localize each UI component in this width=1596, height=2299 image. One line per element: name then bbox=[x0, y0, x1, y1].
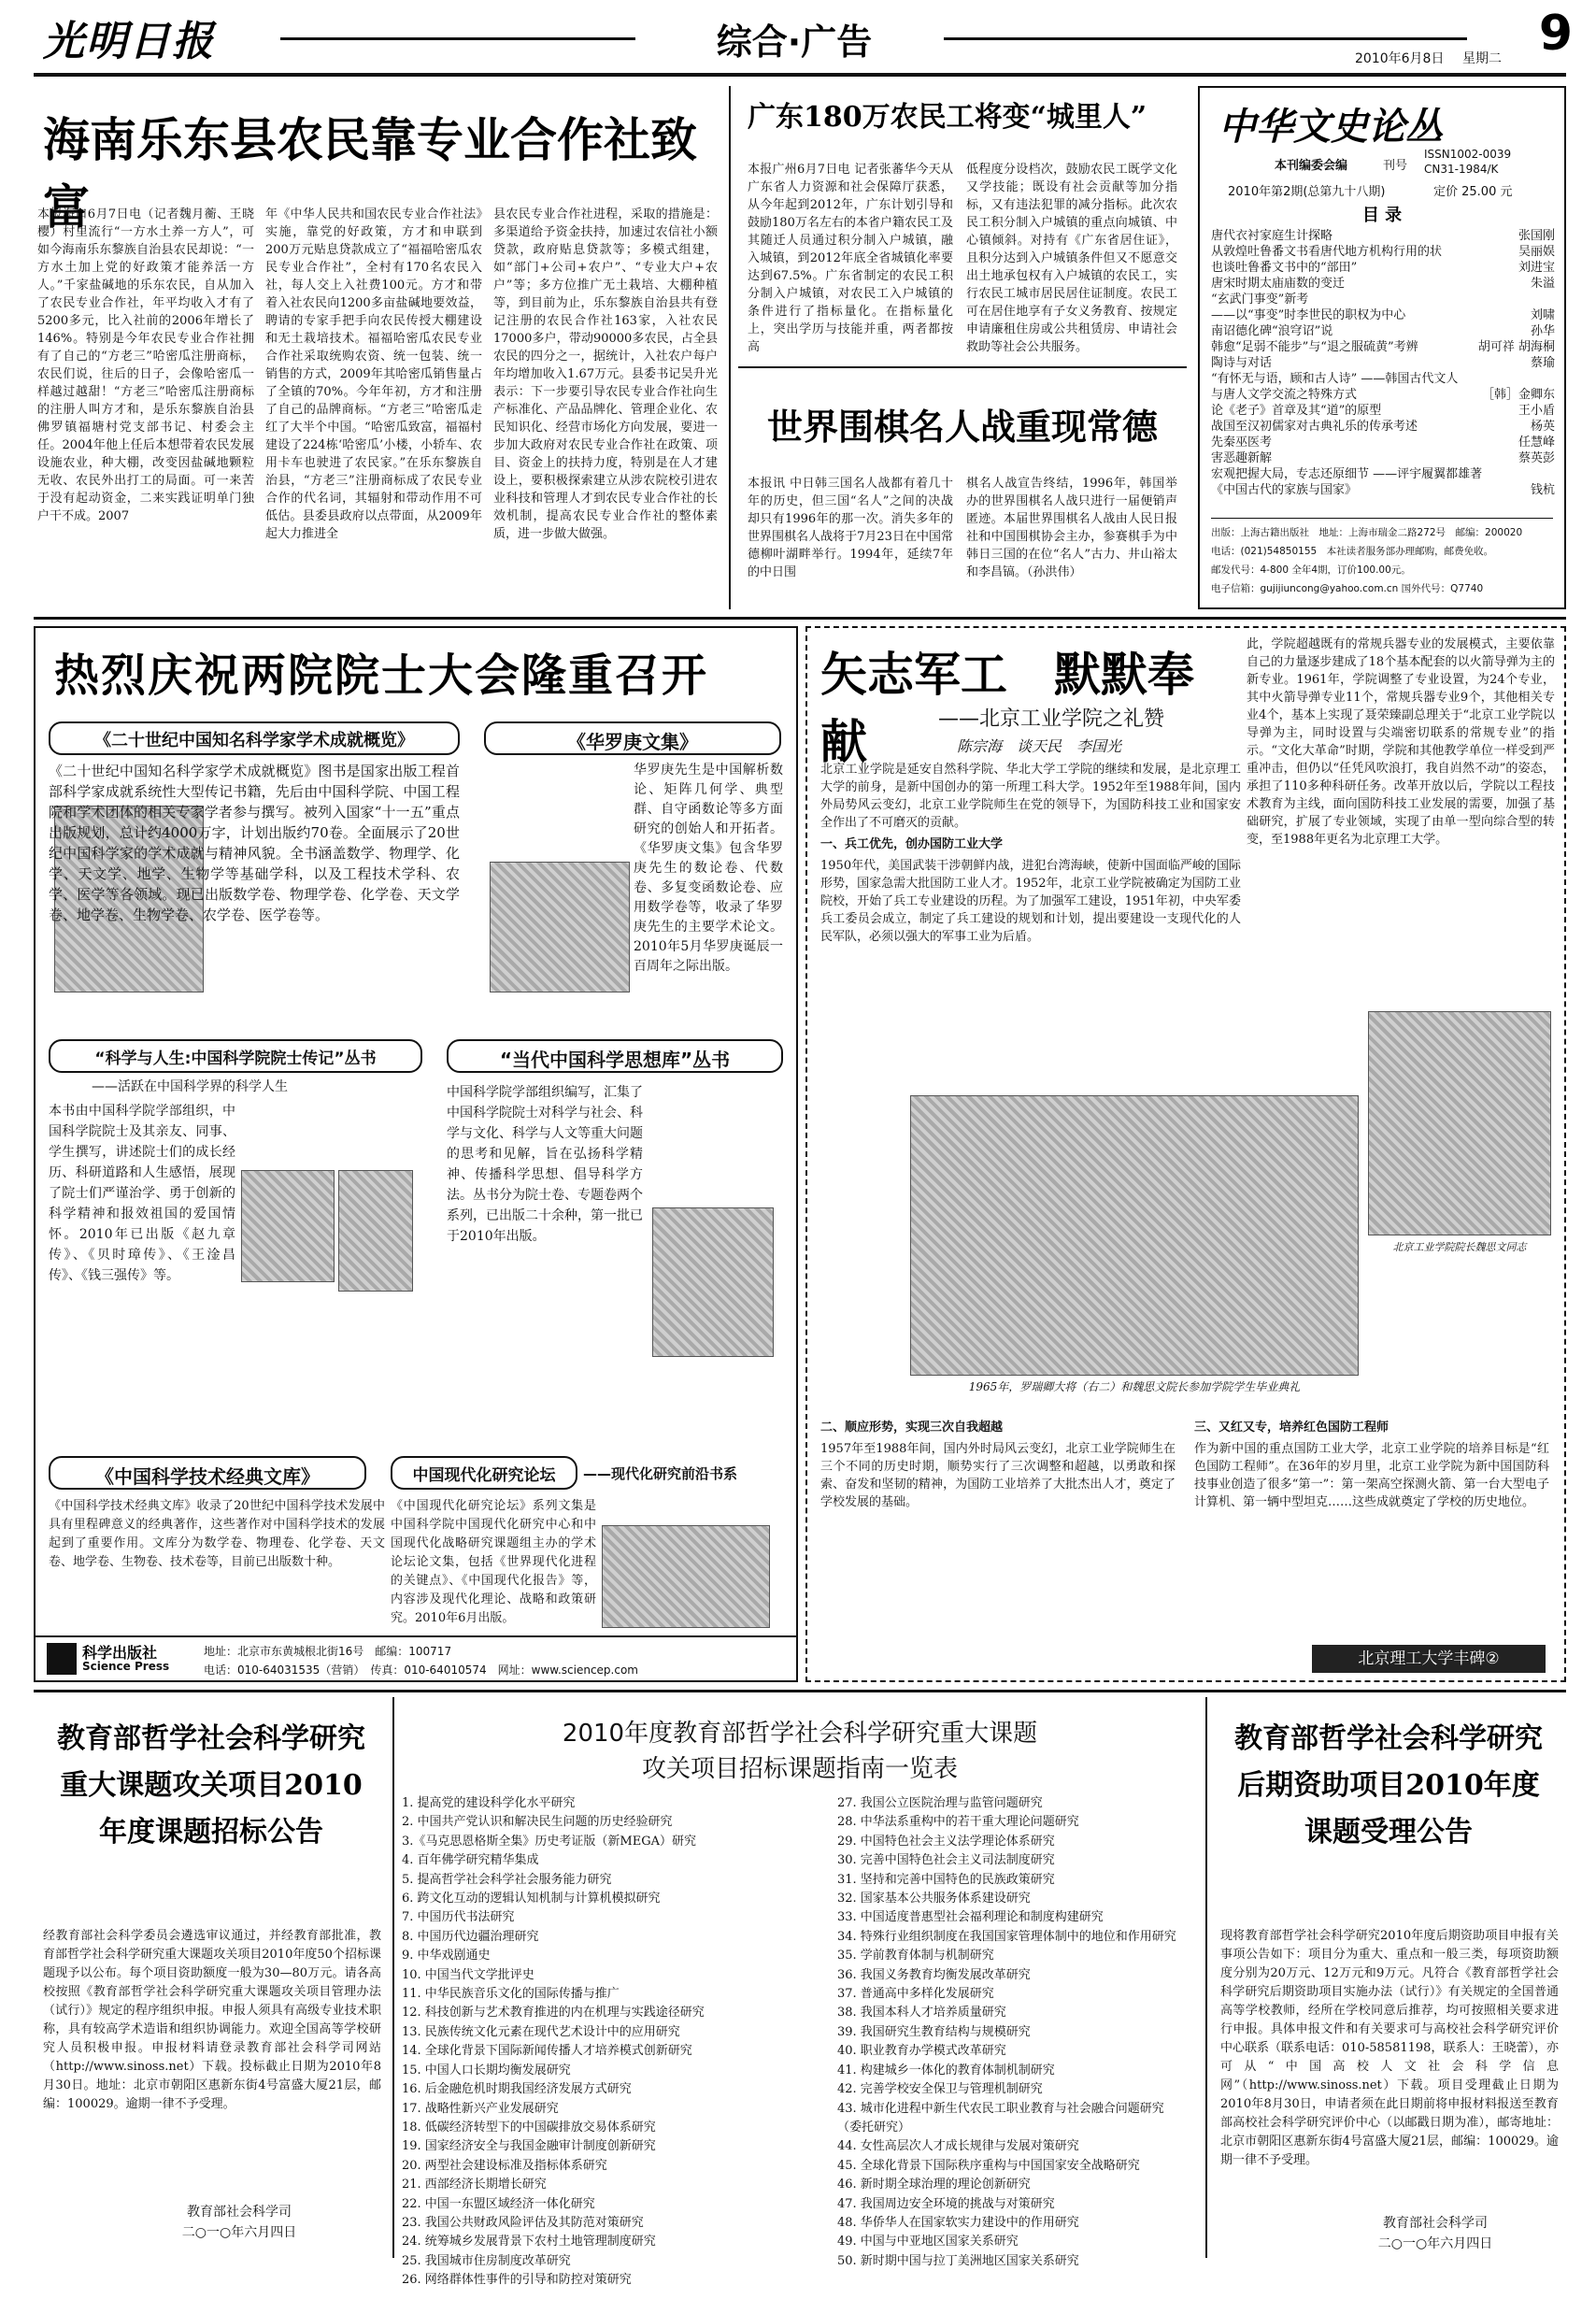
divider-h-a2 bbox=[738, 366, 1187, 368]
science-press-name: 科学出版社 bbox=[82, 1644, 158, 1662]
masthead-bottom-rule bbox=[34, 73, 1566, 77]
toc-row bbox=[1211, 323, 1555, 339]
notice-left-text: 经教育部社会科学委员会遴选审议通过，并经教育部批准，教育部哲学社会科学研究重大课题攻关项目2010年度50个招标课题现予以公布。每个项目资助额度一般为30—80万元。请各高校按照《教育部哲学社会科学研究重大课题攻关项目管理办法（试行）》规定的程序组织申报。申报人须具有高级专业技术职称，具有较高学术造诣和组织协调能力。欢迎全国高等学校研究人员积极申报。申报材料请登录教育部社会科学司网站（http://www.sinoss.net）下载。投标截止日期为2010年8月30日。地址：北京市朝阳区惠新东街4号富盛大厦21层，邮编：100029。逾期一律不予受理。 bbox=[43, 1929, 381, 2111]
guide-list-item: 6. 跨文化互动的逻辑认知机制与计算机模拟研究 bbox=[402, 1892, 661, 1906]
article-hainan-col1: 本报海口6月7日电（记者魏月蘅、王晓樱）村里流行“一方水土养一方人”，可如今海南乐东黎族自治县农民却说：“一方水土加上党的好政策才能养活一方人。”千家盐碱地的乐东农民，自从加入了农民专业合作社，年平均收入才有了5200多元，比入社前的2006年增长了146%。特别是今年农民专业合作社拥有了自己的“方老三”哈密瓜注册商标，农民们说，往后的日子，会像哈密瓜一样越过越甜！“方老三”哈密瓜注册商标的注册人叫方才和，是乐东黎族自治县佛罗镇福塘村党支部书记、村委会主任。2004年他上任后本想带着农民发展设施农业，种大棚，改变因盐碱地颗粒无收、农民外出打工的局面。可一来苦于没有起动资金，二来实践证明单门独户干不成。2007 bbox=[37, 207, 254, 523]
guide-list-item: 14. 全球化背景下国际新闻传播人才培养模式创新研究 bbox=[402, 2044, 692, 2059]
toc-title: 战国至汉初儒家对古典礼乐的传承考述 bbox=[1211, 420, 1418, 434]
journal-editor: 本刊编委会编 bbox=[1275, 159, 1348, 173]
book-text-4: 中国科学院学部组织编写，汇集了中国科学院院士对科学与社会、科学与文化、科学与人文等重大问题的思考和见解，旨在弘扬科学精神、传播科学思想、倡导科学方法。丛书分为院士卷、专题卷两个系列，已出版二十余种，第一批已于2010年出版。 bbox=[447, 1085, 643, 1244]
issue-weekday: 星期二 bbox=[1462, 51, 1502, 66]
toc-author: 蔡瑜 bbox=[1530, 356, 1555, 370]
toc-row bbox=[1211, 339, 1555, 355]
toc-row bbox=[1211, 276, 1555, 292]
article-guangdong-col1: 本报广州6月7日电 记者张蕃华今天从广东省人力资源和社会保障厅获悉，从今年起到2012年，广东计划引导和鼓励180万名左右的本省户籍农民工及其随迁人员通过积分制入户城镇，融入城镇，到2012年底全省城镇化率要达到67.5%。广东省制定的农民工积分制入户城镇，对农民工入户城镇的条件进行了指标量化。在指标量化上，突出学历与技能并重，两者都按高 bbox=[748, 163, 953, 354]
beijing-col-right: 此，学院超越既有的常规兵器专业的发展模式，主要依靠自己的力量逐步建成了18个基本配套的以火箭导弹为主的新专业。1961年，学院调整了专业设置，为24个专业，其中火箭导弹专业11个，常规兵器专业9个，其他相关专业4个，基本上实现了聂荣臻副总理关于“北京工业学院以导弹为主，同时设置与尖端密切联系的常规专业”的指示。“文化大革命”时期，学院和其他教学单位一样受到严重冲击，但仍以“任凭风吹浪打，我自岿然不动”的姿态，承担了110多种科研任务。改革开放以后，学院以工程技术教育为主线，面向国防科技工业发展的需要，加强了基础研究，扩展了专业领域，实现了由单一型向综合型的转变，至1988年更名为北京理工大学。 bbox=[1247, 637, 1555, 847]
science-press-en: Science Press bbox=[82, 1660, 170, 1673]
book-title-5: 《中国科学技术经典文库》 bbox=[49, 1456, 366, 1490]
guide-list-item: 24. 统筹城乡发展背景下农村土地管理制度研究 bbox=[402, 2235, 656, 2249]
toc-row bbox=[1211, 292, 1555, 307]
journal-toc-label: 目 录 bbox=[1361, 206, 1403, 225]
guide-table bbox=[398, 1697, 1202, 2288]
journal-phone: 电话：(021)54850155 本社读者服务部办理邮购，邮费免收。 bbox=[1211, 546, 1494, 557]
toc-author: 杨英 bbox=[1530, 420, 1555, 434]
guide-list-item: 48. 华侨华人在国家软实力建设中的作用研究 bbox=[837, 2215, 1079, 2230]
portrait-weisiwen-image bbox=[1368, 1011, 1551, 1235]
toc-row bbox=[1211, 482, 1555, 498]
notice-left-signature: 教育部社会科学司 bbox=[187, 2205, 292, 2220]
guide-list-item: 37. 普通高中多样化发展研究 bbox=[837, 1987, 994, 2002]
toc-title: 害恶趣新解 bbox=[1211, 451, 1273, 465]
notice-right-date: 二○一○年六月四日 bbox=[1377, 2236, 1493, 2251]
toc-author: ［韩］金卿东 bbox=[1481, 388, 1555, 402]
guide-list-item: 2. 中国共产党认识和解决民生问题的历史经验研究 bbox=[402, 1815, 673, 1830]
notice-right bbox=[1211, 1697, 1566, 2258]
guide-list-right bbox=[837, 1794, 1202, 2299]
science-press-ad bbox=[34, 626, 798, 1682]
toc-title: 陶诗与对话 bbox=[1211, 356, 1273, 370]
guide-list-item: 44. 女性高层次人才成长规律与发展对策研究 bbox=[837, 2139, 1079, 2154]
toc-author: 刘啸 bbox=[1530, 308, 1555, 322]
notice-left-date: 二○一○年六月四日 bbox=[181, 2225, 297, 2240]
toc-row bbox=[1211, 435, 1555, 450]
guide-list-left bbox=[402, 1794, 841, 2299]
toc-title: 《中国古代的家族与国家》 bbox=[1211, 483, 1358, 497]
guide-list-item: 9. 中华戏剧通史 bbox=[402, 1949, 491, 1963]
toc-row bbox=[1211, 466, 1555, 482]
guide-list-item: 10. 中国当代文学批评史 bbox=[402, 1967, 534, 1982]
guide-list-item: 7. 中国历代书法研究 bbox=[402, 1910, 515, 1925]
toc-row bbox=[1211, 307, 1555, 323]
beijing-body-lower bbox=[820, 1419, 1549, 1634]
guide-list-item: 34. 特殊行业组织制度在我国国家管理体制中的地位和作用研究 bbox=[837, 1929, 1176, 1944]
book-title-6: 中国现代化研究论坛 bbox=[391, 1456, 577, 1490]
article-hainan bbox=[34, 93, 725, 617]
guide-list-item: 29. 中国特色社会主义法学理论体系研究 bbox=[837, 1834, 1055, 1849]
toc-author: 刘进宝 bbox=[1518, 261, 1555, 275]
page-number: 9 bbox=[1538, 6, 1574, 62]
article-hainan-col3: 县农民专业合作社进程，采取的措施是：多渠道给予资金扶持，加速过农信社小额贷款，政府贴息贷款等；多模式组建，如“部门+公司+农户”、“专业大户+农户”等；多方位推广无土栽培、大棚种植等，到目前为止，乐东黎族自治县共有登记注册的农民合作社163家，入社农民17000多户，带动90000多农民，占全县农民的四分之一，据统计，入社农户每户年均增加收入1.67万元。县委书记吴升光表示：下一步要引导农民专业合作社向生产标准化、产品品牌化、管理企业化、农民知识化、经营市场化方向发展，要进一步加大政府对农民专业合作社在政策、项目、资金上的扶持力度，特别是在人才建设上，要积极探索建立从涉农院校引进农业科技和管理人才到农民专业合作社的长效机制，提高农民专业合作社的整体素质，进一步做大做强。 bbox=[493, 207, 718, 541]
guide-list-item: 28. 中华法系重构中的若干重大理论问题研究 bbox=[837, 1815, 1079, 1830]
guide-list-item: 43. 城市化进程中新生代农民工职业教育与社会融合问题研究 bbox=[837, 2101, 1164, 2116]
guide-list-item: 32. 国家基本公共服务体系建设研究 bbox=[837, 1892, 1031, 1906]
book-text-3: 本书由中国科学院学部组织，中国科学院院士及其亲友、同事、学生撰写，讲述院士们的成长经历、科研道路和人生感悟，展现了院士们严谨治学、勇于创新的科学精神和报效祖国的爱国情怀。2010年已出版《赵九章传》、《贝时璋传》、《王淦昌传》、《钱三强传》等。 bbox=[49, 1104, 235, 1283]
divider-h-bottom bbox=[34, 1690, 1566, 1692]
guide-list-item: 49. 中国与中亚地区国家关系研究 bbox=[837, 2235, 1019, 2249]
toc-author: 王小盾 bbox=[1518, 404, 1555, 418]
science-ad-footer-rule bbox=[36, 1635, 796, 1637]
section-heading: 一、兵工优先，创办国防工业大学 bbox=[820, 837, 1004, 851]
guide-list-item: （委托研究） bbox=[837, 2120, 911, 2135]
toc-title: 唐代衣衬家庭生计探略 bbox=[1211, 229, 1333, 243]
beijing-article bbox=[805, 626, 1566, 1682]
journal-price: 定价 25.00 元 bbox=[1433, 185, 1513, 199]
section-heading: 二、顺应形势，实现三次自我超越 bbox=[820, 1421, 1004, 1435]
book-cover-image-6 bbox=[602, 1525, 770, 1628]
newspaper-logo: 光明日报 bbox=[43, 18, 215, 65]
toc-author: 吴丽娱 bbox=[1518, 245, 1555, 259]
toc-row bbox=[1211, 260, 1555, 276]
guide-list-item: 3.《马克思恩格斯全集》历史考证版（新MEGA）研究 bbox=[402, 1834, 696, 1849]
journal-ad bbox=[1198, 86, 1566, 609]
journal-publisher: 出版：上海古籍出版社 地址：上海市瑞金二路272号 邮编：200020 bbox=[1211, 527, 1523, 538]
toc-row bbox=[1211, 244, 1555, 260]
author-portrait-image bbox=[241, 1170, 335, 1282]
article-guangdong bbox=[738, 86, 1187, 366]
guide-list-item: 42. 完善学校安全保卫与管理机制研究 bbox=[837, 2082, 1043, 2097]
toc-author: 胡可祥 胡海桐 bbox=[1477, 340, 1555, 354]
issue-date: 2010年6月8日 bbox=[1355, 51, 1445, 66]
guide-list-item: 15. 中国人口长期均衡发展研究 bbox=[402, 2063, 571, 2078]
journal-rule bbox=[1211, 518, 1553, 519]
book-sub-3: ——活跃在中国科学界的科学人生 bbox=[92, 1079, 288, 1094]
toc-author: 朱溢 bbox=[1530, 277, 1555, 291]
beijing-stamp: 北京理工大学丰碑② bbox=[1312, 1645, 1546, 1673]
toc-title: 从敦煌吐鲁番文书看唐代地方机构行用的状 bbox=[1211, 245, 1443, 259]
toc-row bbox=[1211, 355, 1555, 371]
guide-list-item: 25. 我国城市住房制度改革研究 bbox=[402, 2253, 571, 2268]
science-press-address: 地址：北京市东黄城根北街16号 邮编：100717 bbox=[204, 1645, 452, 1658]
beijing-body bbox=[820, 761, 1241, 1097]
guide-list-item: 36. 我国义务教育均衡发展改革研究 bbox=[837, 1967, 1031, 1982]
guide-list-item: 22. 中国一东盟区域经济一体化研究 bbox=[402, 2196, 595, 2211]
notice-right-text: 现将教育部哲学社会科学研究2010年度后期资助项目申报有关事项公告如下：项目分为重大、重点和一般三类，每项资助额度分别为20万元、12万元和9万元。凡符合《教育部哲学社会科学研究后期资助项目实施办法（试行）》有关规定的全国普通高等学校教师，经所在学校同意后推荐，均可按照相关要求进行申报。具体申报文件和有关要求可与高校社会科学研究评价中心联系（联系电话：010-58581198，联系人：王晓蕾），亦可从“中国高校人文社会科学信息网”（http://www.sinoss.net）下载。项目受理截止日期为2010年8月30日，申请者须在此日期前将申报材料报送至教育部高校社会科学研究评价中心（以邮戳日期为准），邮寄地址：北京市朝阳区惠新东街4号富盛大厦21层，邮编：100029。逾期一律不予受理。 bbox=[1220, 1929, 1559, 2167]
article-weiqi-col2: 棋名人战宣告终结，1996年，韩国举办的世界围棋名人战只进行一届便销声匿迹。本届世界围棋名人战由人民日报社和中国围棋协会主办，参赛棋手为中韩日三国的在位“名人”古力、井山裕太和李昌镐。（孙洪伟） bbox=[966, 477, 1177, 579]
photo-caption-portrait: 北京工业学院院长魏思文同志 bbox=[1392, 1241, 1527, 1253]
notice-left bbox=[34, 1697, 389, 2258]
guide-list-item: 38. 我国本科人才培养质量研究 bbox=[837, 2006, 1006, 2021]
guide-list-item: 45. 全球化背景下国际秩序重构与中国国家安全战略研究 bbox=[837, 2158, 1140, 2173]
guide-list-item: 19. 国家经济安全与我国金融审计制度创新研究 bbox=[402, 2139, 656, 2154]
guide-list-item: 50. 新时期中国与拉丁美洲地区国家关系研究 bbox=[837, 2253, 1079, 2268]
toc-author: 张国刚 bbox=[1518, 229, 1555, 243]
science-press-logo bbox=[47, 1643, 77, 1675]
book-cover-image-3 bbox=[338, 1170, 413, 1292]
article-guangdong-title: 广东180万农民工将变“城里人” bbox=[748, 101, 1147, 134]
toc-title: ——以“事变”时李世民的职权为中心 bbox=[1211, 308, 1406, 322]
beijing-title: 矢志军工 默默奉献 bbox=[820, 648, 1194, 769]
toc-title: “玄武门事变”新考 bbox=[1211, 293, 1309, 307]
beijing-authors: 陈宗海 谈天民 李国光 bbox=[957, 737, 1122, 755]
toc-row bbox=[1211, 228, 1555, 244]
notice-left-title: 教育部哲学社会科学研究重大课题攻关项目2010年度课题招标公告 bbox=[57, 1722, 365, 1849]
journal-email: 电子信箱：gujijiuncong@yahoo.com.cn 国外代号：Q7740 bbox=[1211, 583, 1484, 594]
toc-row bbox=[1211, 371, 1555, 387]
paragraph: 1957年至1988年间，国内外时局风云变幻，北京工业学院师生在三个不同的历史时期，顺势实行了三次调整和超越，以勇敢和探索、奋发和坚韧的精神，为国防工业培养了大批杰出人才，奠定了学校发展的基础。 bbox=[820, 1442, 1176, 1509]
science-press-phone: 电话：010-64031535（营销） 传真：010-64010574 网址：www.sciencep.com bbox=[204, 1664, 638, 1677]
toc-author: 孙华 bbox=[1530, 324, 1555, 338]
divider-v1 bbox=[729, 86, 731, 609]
divider-h-main bbox=[34, 617, 1566, 620]
guide-list-item: 30. 完善中国特色社会主义司法制度研究 bbox=[837, 1853, 1055, 1868]
journal-postal: 邮发代号：4-800 全年4期，订价100.00元。 bbox=[1211, 564, 1411, 576]
guide-list-item: 35. 学前教育体制与机制研究 bbox=[837, 1949, 994, 1963]
section-title: 综合·广告 bbox=[716, 21, 873, 63]
book-cover-image-2 bbox=[490, 862, 630, 992]
book-title-3: “科学与人生:中国科学院院士传记”丛书 bbox=[49, 1039, 422, 1073]
book-title-1: 《二十世纪中国知名科学家学术成就概览》 bbox=[49, 721, 460, 755]
masthead-rule-right bbox=[944, 37, 1467, 40]
journal-issue: 2010年第2期(总第九十八期) bbox=[1228, 185, 1386, 199]
toc-title: 先秦巫医考 bbox=[1211, 436, 1273, 450]
guide-list-item: 33. 中国适度普惠型社会福利理论和制度构建研究 bbox=[837, 1910, 1104, 1925]
guide-list-item: 4. 百年佛学研究精华集成 bbox=[402, 1853, 539, 1868]
guide-list-item: 47. 我国周边安全环境的挑战与对策研究 bbox=[837, 2196, 1055, 2211]
guide-list-item: 17. 战略性新兴产业发展研究 bbox=[402, 2101, 559, 2116]
toc-row bbox=[1211, 403, 1555, 419]
toc-title: “有怀无与语，顾和古人诗” ——韩国古代文人 bbox=[1211, 372, 1459, 386]
section-heading: 三、又红又专，培养红色国防工程师 bbox=[1194, 1421, 1389, 1435]
guide-list-item: 31. 坚持和完善中国特色的民族政策研究 bbox=[837, 1872, 1055, 1887]
beijing-subtitle: ——北京工业学院之礼赞 bbox=[938, 707, 1165, 731]
toc-title: 南诏德化碑“浪穹诏”说 bbox=[1211, 324, 1333, 338]
journal-issn-label: 刊号 bbox=[1383, 159, 1408, 173]
paragraph: 1950年代，美国武装干涉朝鲜内战，进犯台湾海峡，使新中国面临严峻的国际形势，国家急需大批国防工业人才。1952年，北京工业学院被确定为国防工业院校，开始了兵工专业建设的历程。为了加强军工建设，1951年初，中央军委兵工委员会成立，制定了兵工建设的规划和计划，提出要建设一支现代化的人民军队，必须以强大的军事工业为后盾。 bbox=[820, 859, 1241, 944]
toc-author: 蔡英彭 bbox=[1518, 451, 1555, 465]
guide-list-item: 5. 提高哲学社会科学社会服务能力研究 bbox=[402, 1872, 612, 1887]
book-title-4: “当代中国科学思想库”丛书 bbox=[447, 1039, 783, 1073]
guide-list-item: 21. 西部经济长期增长研究 bbox=[402, 2178, 547, 2192]
toc-title: 唐宋时期太庙庙数的变迁 bbox=[1211, 277, 1346, 291]
guide-title: 2010年度教育部哲学社会科学研究重大课题 bbox=[562, 1720, 1038, 1748]
guide-list-item: 1. 提高党的建设科学化水平研究 bbox=[402, 1796, 576, 1810]
toc-row bbox=[1211, 387, 1555, 403]
journal-cn: CN31-1984/K bbox=[1424, 163, 1499, 176]
article-weiqi-col1: 本报讯 中日韩三国名人战都有着几十年的历史，但三国“名人”之间的决战却只有1996年的那一次。消失多年的世界围棋名人战将于7月23日在中国常德柳叶湖畔举行。1994年，延续7年的中日围 bbox=[748, 477, 953, 579]
journal-issn: ISSN1002-0039 bbox=[1424, 148, 1512, 161]
toc-author: 钱杭 bbox=[1530, 483, 1555, 497]
divider-v-bottom2 bbox=[1205, 1697, 1207, 2258]
article-guangdong-col2: 低程度分设档次，鼓励农民工既学文化又学技能；既设有社会贡献等加分指标，又有违法犯罪的减分指标。此次农民工积分制入户城镇的重点向城镇、中心镇倾斜。对持有《广东省居住证》，且积分达到入户城镇条件但又不愿意交出土地承包权有入户城镇的农民工，实行农民工城市居民居住证制度。农民工可在居住地享有子女义务教育、按规定申请廉租住房或公共租赁房、申请社会救助等社会公共服务。 bbox=[966, 163, 1177, 354]
notice-right-signature: 教育部社会科学司 bbox=[1383, 2216, 1488, 2231]
toc-title: 韩愈“足弱不能步”与“退之服硫黄”考辨 bbox=[1211, 340, 1418, 354]
article-hainan-col2: 年《中华人民共和国农民专业合作社法》实施，靠党的好政策，方才和申联到200万元贴息贷款成立了“福福哈密瓜农民专业合作社”，全村有170名农民入社，每人交上入社费100元。方才和带着入社农民向1200多亩盐碱地要效益，聘请的专家手把手向农民传授大棚建设和无土栽培技术。福福哈密瓜农民专业合作社采取统购农资、统一包装、统一销售的方式，2009年其哈密瓜销售量占了全镇的70%。今年年初，方才和注册了自己的品牌商标。“方老三”哈密瓜走红了大半个中国。“哈密瓜致富，福福村建设了224栋‘哈密瓜’小楼，小轿车、农用卡车也驶进了农民家。”在乐东黎族自治县，“方老三”注册商标成了农民专业合作的代名词，其辐射和带动作用不可低估。县委县政府以点带面，从2009年起大力推进全 bbox=[265, 207, 482, 541]
notice-right-title: 教育部哲学社会科学研究后期资助项目2010年度课题受理公告 bbox=[1234, 1722, 1543, 1849]
guide-list-item: 18. 低碳经济转型下的中国碳排放交易体系研究 bbox=[402, 2120, 656, 2135]
book-text-2: 华罗庚先生是中国解析数论、矩阵几何学、典型群、自守函数论等多方面研究的创始人和开拓者。《华罗庚文集》包含华罗庚先生的数论卷、代数卷、多复变函数论卷、应用数学卷等，收录了华罗庚先生的主要学术论文。2010年5月华罗庚诞辰一百周年之际出版。 bbox=[634, 763, 783, 974]
guide-list-item: 13. 民族传统文化元素在现代艺术设计中的应用研究 bbox=[402, 2024, 680, 2039]
guide-list-item: 12. 科技创新与艺术教育推进的内在机理与实践途径研究 bbox=[402, 2006, 705, 2021]
journal-title: 中华文史论丛 bbox=[1218, 105, 1443, 149]
paragraph: 作为新中国的重点国防工业大学，北京工业学院的培养目标是“红色国防工程师”。在36年的岁月里，北京工业学院为新中国国防科技事业创造了很多“第一”：第一架高空探测火箭、第一台大型电子计算机、第一辆中型坦克……这些成就奠定了学校的历史地位。 bbox=[1194, 1442, 1549, 1509]
guide-list-item: 16. 后金融危机时期我国经济发展方式研究 bbox=[402, 2082, 632, 2097]
photo-caption-graduation: 1965年，罗瑞卿大将（右二）和魏思文院长参加学院学生毕业典礼 bbox=[968, 1380, 1301, 1393]
toc-row bbox=[1211, 419, 1555, 435]
article-weiqi-title: 世界围棋名人战重现常德 bbox=[766, 406, 1158, 448]
science-ad-headline: 热烈庆祝两院院士大会隆重召开 bbox=[54, 650, 709, 702]
paragraph: 北京工业学院是延安自然科学院、华北大学工学院的继续和发展，是北京理工大学的前身，是新中国创办的第一所理工科大学。1952年至1988年间，国内外局势风云变幻，北京工业学院师生在党的领导下，为国防科技工业和国家安全作出了不可磨灭的贡献。 bbox=[820, 763, 1241, 830]
divider-v-bottom1 bbox=[392, 1697, 394, 2258]
toc-author: 任慧峰 bbox=[1518, 436, 1555, 450]
book-text-1: 《二十世纪中国知名科学家学术成就概览》图书是国家出版工程首部科学家成就系统性大型传记书籍，先后由中国科学院、中国工程院和学术团体的相关专家学者参与撰写。被列入国家“十一五”重点出版规划，总计约4000万字，计划出版约70卷。全面展示了20世纪中国科学家的学术成就与精神风貌。全书涵盖数学、物理学、化学、天文学、地学、生物学等基础学科，以及工程技术学科、农学、医学等各领域。现已出版数学卷、物理学卷、化学卷、天文学卷、地学卷、生物学卷、农学卷、医学卷等。 bbox=[49, 763, 460, 923]
guide-list-item: 26. 网络群体性事件的引导和防控对策研究 bbox=[402, 2273, 632, 2288]
guide-list-item: 39. 我国研究生教育结构与规模研究 bbox=[837, 2024, 1031, 2039]
book-sub-6: ——现代化研究前沿书系 bbox=[583, 1465, 738, 1482]
toc-title: 论《老子》首章及其“道”的原型 bbox=[1211, 404, 1382, 418]
book-cover-image-4 bbox=[652, 1207, 774, 1357]
book-text-5: 《中国科学技术经典文库》收录了20世纪中国科学技术发展中具有里程碑意义的经典著作，这些著作对中国科学技术的发展起到了重要作用。文库分为数学卷、物理卷、化学卷、天文卷、地学卷、生物卷、技术卷等，目前已出版数十种。 bbox=[49, 1499, 385, 1569]
masthead-rule-left bbox=[280, 37, 635, 40]
guide-list-item: 46. 新时期全球治理的理论创新研究 bbox=[837, 2178, 1031, 2192]
article-weiqi bbox=[738, 370, 1187, 613]
masthead bbox=[0, 0, 1596, 75]
article-hainan-title: 海南乐东县农民靠专业合作社致富 bbox=[43, 113, 697, 235]
toc-title: 也谈吐鲁番文书中的“部田” bbox=[1211, 261, 1358, 275]
guide-list-item: 11. 中华民族音乐文化的国际传播与推广 bbox=[402, 1987, 620, 2002]
journal-toc bbox=[1211, 228, 1555, 508]
book-text-6: 《中国现代化研究论坛》系列文集是中国科学院中国现代化研究中心和中国现代化战略研究课题组主办的学术论坛论文集，包括《世界现代化进程的关键点》、《中国现代化报告》等，内容涉及现代化理论、战略和政策研究。2010年6月出版。 bbox=[391, 1499, 596, 1625]
guide-list-item: 41. 构建城乡一体化的教育体制机制研究 bbox=[837, 2063, 1055, 2078]
toc-title: 与唐人文学交流之特殊方式 bbox=[1211, 388, 1358, 402]
book-title-2: 《华罗庚文集》 bbox=[484, 721, 781, 755]
guide-list-item: 23. 我国公共财政风险评估及其防范对策研究 bbox=[402, 2215, 644, 2230]
toc-row bbox=[1211, 450, 1555, 466]
toc-title: 宏观把握大局，专志还原细节 ——评宇履翼都雄著 bbox=[1211, 467, 1483, 481]
guide-list-item: 8. 中国历代边疆治理研究 bbox=[402, 1929, 539, 1944]
photo-graduation-image bbox=[910, 1095, 1359, 1376]
guide-list-item: 27. 我国公立医院治理与监管问题研究 bbox=[837, 1796, 1043, 1810]
guide-list-item: 20. 两型社会建设标准及指标体系研究 bbox=[402, 2158, 607, 2173]
guide-list-item: 40. 职业教育办学模式改革研究 bbox=[837, 2044, 1006, 2059]
guide-subtitle: 攻关项目招标课题指南一览表 bbox=[641, 1755, 958, 1783]
